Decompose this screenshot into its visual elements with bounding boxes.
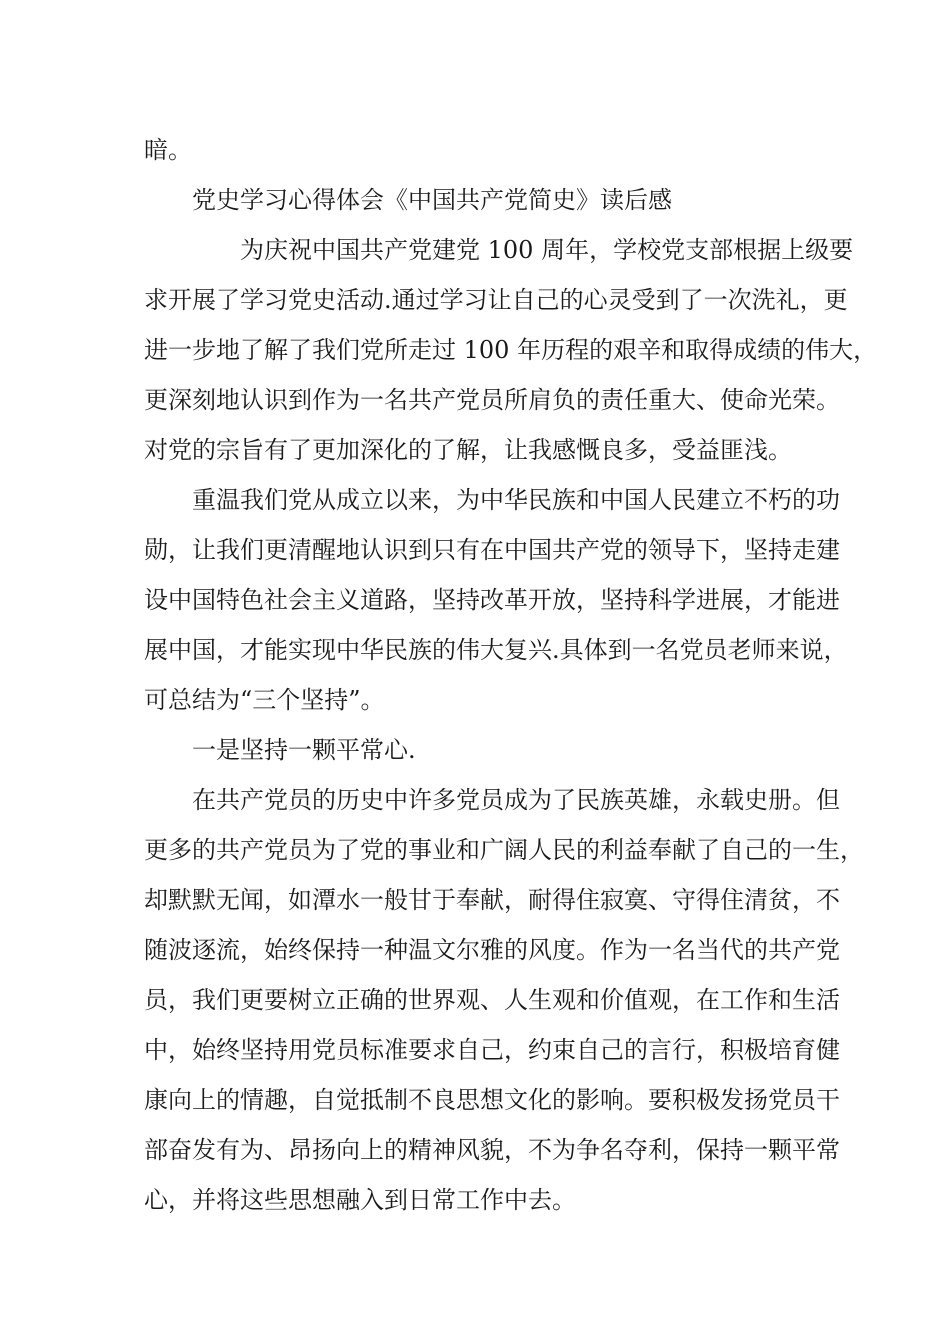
- text-line: 展中国，才能实现中华民族的伟大复兴.具体到一名党员老师来说，: [144, 636, 848, 664]
- text-line: 更多的共产党员为了党的事业和广阔人民的利益奉献了自己的一生，: [144, 836, 864, 864]
- text-line: 康向上的情趣，自觉抵制不良思想文化的影响。要积极发扬党员干: [144, 1086, 840, 1114]
- text-line: 却默默无闻，如潭水一般甘于奉献，耐得住寂寞、守得住清贫，不: [144, 886, 840, 914]
- text-line: 进一步地了解了我们党所走过 100 年历程的艰辛和取得成绩的伟大，: [144, 336, 878, 364]
- text-line: 部奋发有为、昂扬向上的精神风貌，不为争名夺利，保持一颗平常: [144, 1136, 840, 1164]
- text-line: 中，始终坚持用党员标准要求自己，约束自己的言行，积极培育健: [144, 1036, 840, 1064]
- text-line: 员，我们更要树立正确的世界观、人生观和价值观，在工作和生活: [144, 986, 840, 1014]
- text-line: 可总结为“三个坚持”。: [144, 686, 385, 714]
- text-line: 心，并将这些思想融入到日常工作中去。: [144, 1186, 576, 1214]
- text-line: 求开展了学习党史活动.通过学习让自己的心灵受到了一次洗礼，更: [144, 286, 848, 314]
- text-line: 为庆祝中国共产党建党 100 周年，学校党支部根据上级要: [240, 236, 854, 264]
- section-title: 党史学习心得体会《中国共产党简史》读后感: [192, 186, 672, 214]
- text-line: 更深刻地认识到作为一名共产党员所肩负的责任重大、使命光荣。: [144, 386, 840, 414]
- subheading: 一是坚持一颗平常心.: [192, 736, 416, 764]
- text-line: 在共产党员的历史中许多党员成为了民族英雄，永载史册。但: [192, 786, 840, 814]
- text-line: 勋，让我们更清醒地认识到只有在中国共产党的领导下，坚持走建: [144, 536, 840, 564]
- text-line: 随波逐流，始终保持一种温文尔雅的风度。作为一名当代的共产党: [144, 936, 840, 964]
- text-line: 设中国特色社会主义道路，坚持改革开放，坚持科学进展，才能进: [144, 586, 840, 614]
- text-line: 暗。: [144, 136, 192, 164]
- text-line: 对党的宗旨有了更加深化的了解，让我感慨良多，受益匪浅。: [144, 436, 792, 464]
- text-line: 重温我们党从成立以来，为中华民族和中国人民建立不朽的功: [192, 486, 840, 514]
